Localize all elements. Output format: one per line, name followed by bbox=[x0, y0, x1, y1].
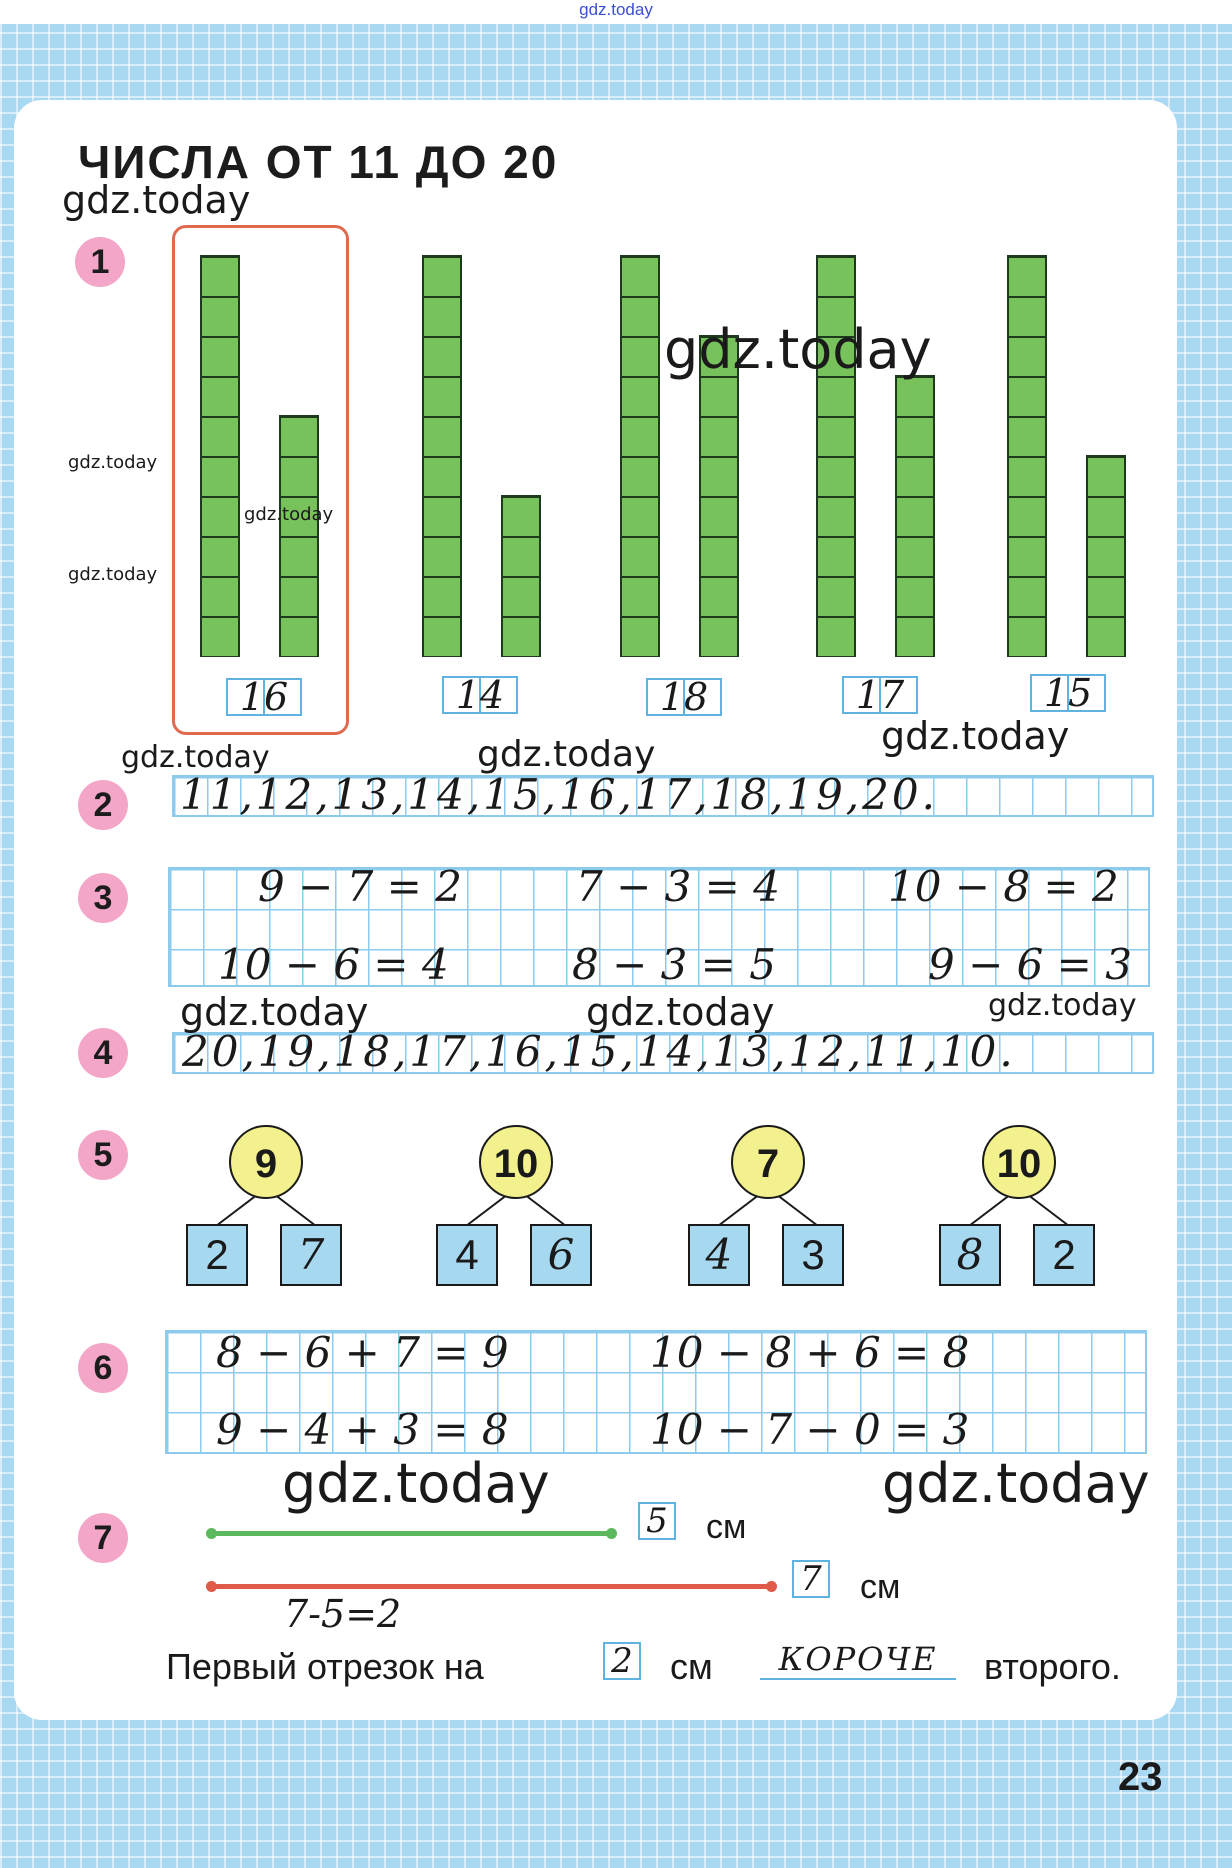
task6-eq-3[interactable]: 9 − 4 + 3 = 8 bbox=[216, 1405, 509, 1454]
answer-box-3[interactable]: 18 bbox=[646, 678, 722, 716]
cube bbox=[897, 416, 933, 456]
cube bbox=[701, 416, 737, 456]
watermark: gdz.today bbox=[586, 990, 775, 1034]
cube-tower bbox=[620, 255, 660, 657]
task6-eq-1[interactable]: 8 − 6 + 7 = 9 bbox=[216, 1328, 509, 1377]
watermark: gdz.today bbox=[68, 564, 158, 585]
cube bbox=[1009, 376, 1045, 416]
cube bbox=[818, 416, 854, 456]
cube bbox=[701, 456, 737, 496]
watermark: gdz.today bbox=[881, 714, 1070, 758]
cube bbox=[622, 376, 658, 416]
cube bbox=[424, 256, 460, 296]
cube bbox=[202, 616, 238, 656]
cube-tower bbox=[895, 375, 935, 657]
task-number-5: 5 bbox=[78, 1130, 128, 1180]
cube bbox=[897, 536, 933, 576]
task-number-6: 6 bbox=[78, 1343, 128, 1393]
cube bbox=[1088, 456, 1124, 496]
cube bbox=[424, 536, 460, 576]
answer-box-2[interactable]: 14 bbox=[442, 676, 518, 714]
task4-sequence[interactable]: 20,19,18,17,16,15,14,13,12,11,10. bbox=[182, 1027, 1016, 1076]
task6-eq-4[interactable]: 10 − 7 − 0 = 3 bbox=[650, 1405, 970, 1454]
cube-tower bbox=[1086, 455, 1126, 657]
cube bbox=[1009, 456, 1045, 496]
watermark: gdz.today bbox=[882, 1452, 1150, 1515]
cube bbox=[701, 496, 737, 536]
cube bbox=[202, 576, 238, 616]
cube bbox=[424, 416, 460, 456]
task-number-4: 4 bbox=[78, 1028, 128, 1078]
cube bbox=[701, 536, 737, 576]
cube bbox=[1009, 416, 1045, 456]
cube bbox=[424, 456, 460, 496]
cube bbox=[503, 536, 539, 576]
cube-tower bbox=[422, 255, 462, 657]
answer-box-4[interactable]: 17 bbox=[842, 676, 918, 714]
cube bbox=[424, 496, 460, 536]
part-right[interactable]: 7 bbox=[280, 1224, 342, 1286]
page-number: 23 bbox=[1118, 1755, 1163, 1799]
part-left[interactable]: 8 bbox=[939, 1224, 1001, 1286]
segment-1-unit: см bbox=[706, 1508, 747, 1546]
task3-eq-1[interactable]: 9 − 7 = 2 bbox=[258, 862, 462, 911]
cube bbox=[622, 296, 658, 336]
cube bbox=[202, 336, 238, 376]
cube bbox=[202, 296, 238, 336]
watermark: gdz.today bbox=[62, 178, 251, 222]
cube bbox=[202, 496, 238, 536]
cube bbox=[202, 376, 238, 416]
cube bbox=[701, 576, 737, 616]
task3-eq-4[interactable]: 10 − 6 = 4 bbox=[218, 940, 449, 989]
cube bbox=[424, 336, 460, 376]
cube bbox=[202, 536, 238, 576]
cube bbox=[701, 376, 737, 416]
segment-1-start bbox=[206, 1528, 217, 1539]
cube bbox=[1088, 496, 1124, 536]
task3-eq-5[interactable]: 8 − 3 = 5 bbox=[572, 940, 776, 989]
task2-sequence[interactable]: 11,12,13,14,15,16,17,18,19,20. bbox=[180, 770, 938, 819]
cube bbox=[1088, 576, 1124, 616]
cube-tower bbox=[699, 335, 739, 657]
sentence-start: Первый отрезок на bbox=[166, 1646, 484, 1687]
cube-tower bbox=[279, 415, 319, 657]
cube bbox=[1088, 616, 1124, 656]
cube bbox=[1009, 536, 1045, 576]
task-number-3: 3 bbox=[78, 873, 128, 923]
segment-2-unit: см bbox=[860, 1568, 901, 1606]
difference-calc: 7-5=2 bbox=[284, 1592, 402, 1636]
difference-box[interactable]: 2 bbox=[603, 1642, 641, 1680]
cube bbox=[424, 376, 460, 416]
cube bbox=[897, 616, 933, 656]
whole-number: 7 bbox=[731, 1125, 805, 1199]
watermark: gdz.today bbox=[988, 988, 1137, 1023]
whole-number: 10 bbox=[982, 1125, 1056, 1199]
cube bbox=[622, 256, 658, 296]
task6-eq-2[interactable]: 10 − 8 + 6 = 8 bbox=[650, 1328, 970, 1377]
cube bbox=[503, 576, 539, 616]
cube bbox=[818, 256, 854, 296]
cube bbox=[818, 376, 854, 416]
cube bbox=[202, 256, 238, 296]
segment-2-end bbox=[766, 1581, 777, 1592]
cube bbox=[897, 376, 933, 416]
example-highlight-frame bbox=[172, 225, 349, 735]
cube bbox=[818, 496, 854, 536]
whole-number: 10 bbox=[479, 1125, 553, 1199]
cube bbox=[897, 576, 933, 616]
cube-tower bbox=[1007, 255, 1047, 657]
part-left: 4 bbox=[436, 1224, 498, 1286]
whole-number: 9 bbox=[229, 1125, 303, 1199]
cube bbox=[503, 616, 539, 656]
cube bbox=[1009, 296, 1045, 336]
sentence-end: второго. bbox=[984, 1646, 1121, 1687]
watermark: gdz.today bbox=[68, 452, 158, 473]
part-left[interactable]: 4 bbox=[688, 1224, 750, 1286]
cube bbox=[622, 576, 658, 616]
cube bbox=[622, 616, 658, 656]
cube bbox=[424, 576, 460, 616]
cube bbox=[1009, 256, 1045, 296]
task3-eq-6[interactable]: 9 − 6 = 3 bbox=[928, 940, 1132, 989]
watermark: gdz.today bbox=[664, 318, 932, 381]
watermark: gdz.today bbox=[282, 1452, 550, 1515]
cube bbox=[281, 456, 317, 496]
cube bbox=[424, 296, 460, 336]
cube bbox=[622, 456, 658, 496]
cube bbox=[818, 576, 854, 616]
cube bbox=[1009, 336, 1045, 376]
part-right: 2 bbox=[1033, 1224, 1095, 1286]
cube bbox=[1009, 496, 1045, 536]
segment-1-end bbox=[606, 1528, 617, 1539]
cube bbox=[622, 536, 658, 576]
part-right[interactable]: 6 bbox=[530, 1224, 592, 1286]
part-right: 3 bbox=[782, 1224, 844, 1286]
task3-eq-2[interactable]: 7 − 3 = 4 bbox=[576, 862, 780, 911]
answer-box-1[interactable]: 16 bbox=[226, 678, 302, 716]
cube bbox=[281, 576, 317, 616]
cube bbox=[1009, 616, 1045, 656]
cube bbox=[281, 416, 317, 456]
cube bbox=[622, 496, 658, 536]
segment-1-length[interactable]: 5 bbox=[638, 1502, 676, 1540]
watermark: gdz.today bbox=[477, 734, 656, 775]
top-watermark: gdz.today bbox=[579, 0, 653, 19]
cube bbox=[897, 496, 933, 536]
task-number-7: 7 bbox=[78, 1513, 128, 1563]
cube bbox=[1088, 536, 1124, 576]
cube-tower bbox=[501, 495, 541, 657]
segment-2-length[interactable]: 7 bbox=[792, 1560, 830, 1598]
cube bbox=[622, 336, 658, 376]
comparison-answer[interactable]: КОРОЧЕ bbox=[760, 1640, 956, 1680]
segment-1 bbox=[212, 1531, 612, 1536]
cube-tower bbox=[200, 255, 240, 657]
segment-2 bbox=[212, 1584, 772, 1589]
segment-2-start bbox=[206, 1581, 217, 1592]
task-number-2: 2 bbox=[78, 780, 128, 830]
watermark: gdz.today bbox=[244, 504, 334, 525]
watermark: gdz.today bbox=[121, 740, 270, 775]
cube bbox=[701, 616, 737, 656]
cube bbox=[424, 616, 460, 656]
cube bbox=[1009, 576, 1045, 616]
cube bbox=[897, 456, 933, 496]
cube-tower bbox=[816, 255, 856, 657]
cube bbox=[503, 496, 539, 536]
cube bbox=[818, 536, 854, 576]
cube bbox=[818, 616, 854, 656]
cube bbox=[818, 456, 854, 496]
cube bbox=[281, 616, 317, 656]
answer-box-5[interactable]: 15 bbox=[1030, 674, 1106, 712]
cube bbox=[281, 536, 317, 576]
sentence-unit: см bbox=[670, 1646, 713, 1687]
cube bbox=[622, 416, 658, 456]
task3-eq-3[interactable]: 10 − 8 = 2 bbox=[888, 862, 1119, 911]
part-left: 2 bbox=[186, 1224, 248, 1286]
watermark: gdz.today bbox=[180, 990, 369, 1034]
cube bbox=[202, 456, 238, 496]
page-title: ЧИСЛА ОТ 11 ДО 20 bbox=[78, 136, 559, 188]
task-number-1: 1 bbox=[75, 237, 125, 287]
cube bbox=[202, 416, 238, 456]
